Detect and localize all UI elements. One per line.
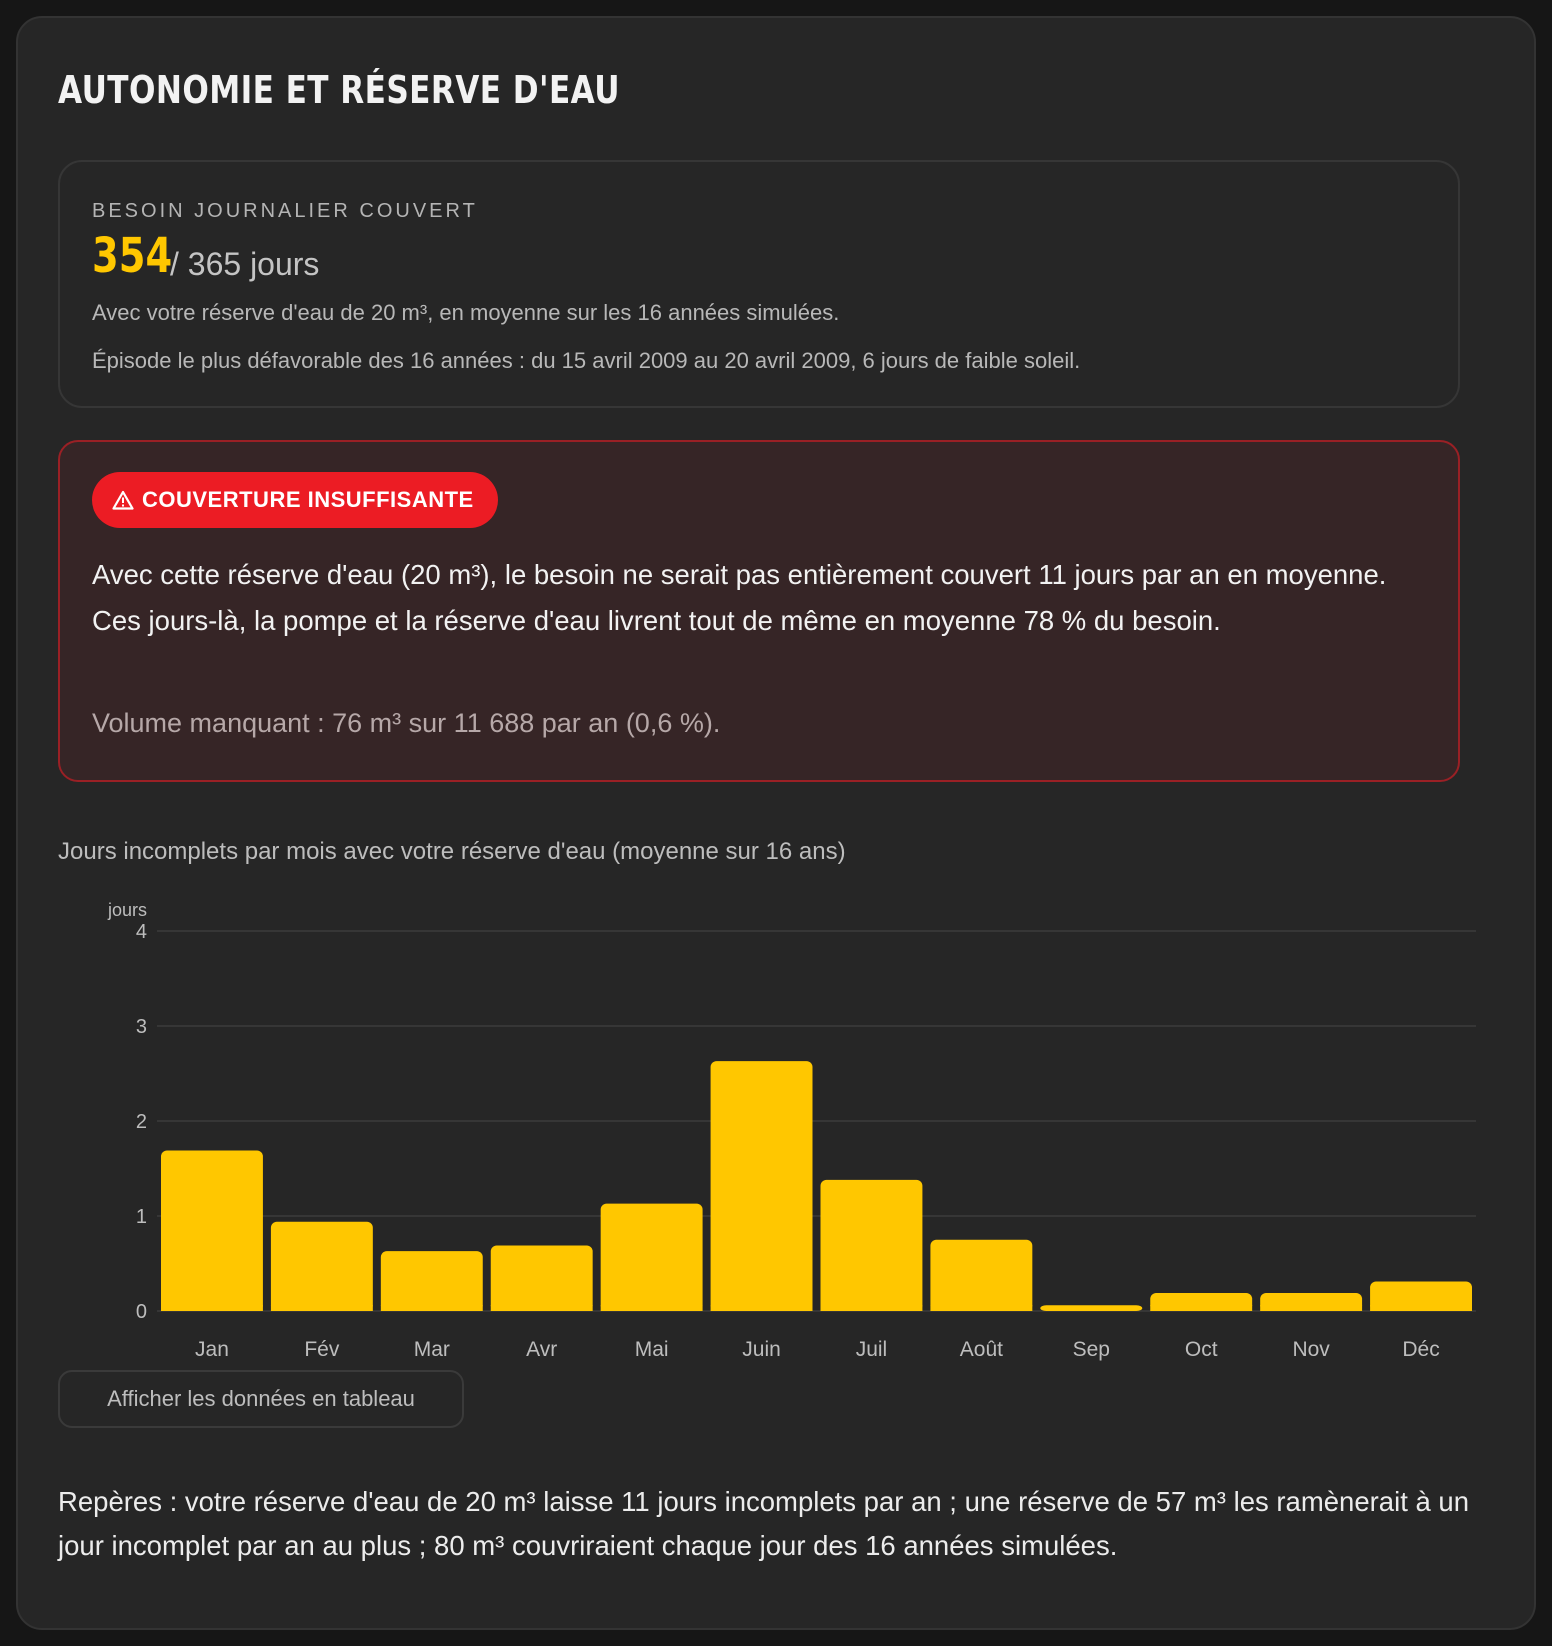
bar-jan: [161, 1150, 263, 1311]
benchmarks-text: Repères : votre réserve d'eau de 20 m³ laisse 11 jours incomplets par an ; une réserve de 57 m³ les ramènerait à un jour incomplet par an au plus ; 80 m³ couvriraient chaque jour des 16 années simulées.: [58, 1486, 1469, 1561]
bar-sep: [1040, 1305, 1142, 1311]
status-badge-label: COUVERTURE INSUFFISANTE: [142, 487, 474, 512]
bar-base: [1370, 1305, 1472, 1311]
x-tick-label: Jan: [195, 1338, 229, 1361]
x-tick-label: Oct: [1184, 1338, 1218, 1361]
x-tick-label: Nov: [1292, 1338, 1330, 1361]
bar-base: [271, 1305, 373, 1311]
x-tick-label: Juin: [742, 1338, 781, 1361]
worst-episode: Épisode le plus défavorable des 16 années : du 15 avril 2009 au 20 avril 2009, 6 jours de faible soleil.: [92, 348, 1081, 373]
x-tick-label: Fév: [304, 1338, 340, 1361]
bar-avr: [491, 1245, 593, 1311]
summary-label: BESOIN JOURNALIER COUVERT: [92, 200, 478, 222]
bar-base: [1260, 1305, 1362, 1311]
y-tick-label: 4: [135, 921, 147, 943]
y-tick-label: 0: [135, 1301, 147, 1323]
bar-base: [381, 1305, 483, 1311]
x-tick-label: Déc: [1402, 1338, 1440, 1361]
y-tick-label: 1: [135, 1206, 147, 1228]
show-table-button[interactable]: Afficher les données en tableau: [58, 1370, 464, 1428]
page-title: AUTONOMIE ET RÉSERVE D'EAU: [58, 68, 620, 112]
bar-base: [930, 1305, 1032, 1311]
y-tick-label: 3: [135, 1016, 147, 1038]
x-tick-label: Mar: [413, 1338, 450, 1361]
bar-base: [821, 1305, 923, 1311]
missing-volume: Volume manquant : 76 m³ sur 11 688 par an (0,6 %).: [92, 708, 721, 738]
bar-mai: [601, 1204, 703, 1311]
chart-title: Jours incomplets par mois avec votre réserve d'eau (moyenne sur 16 ans): [58, 838, 846, 865]
x-tick-label: Avr: [526, 1338, 558, 1361]
x-tick-label: Juil: [855, 1338, 888, 1361]
bar-juil: [821, 1180, 923, 1311]
bar-base: [161, 1305, 263, 1311]
bar-base: [711, 1305, 813, 1311]
y-tick-label: 2: [135, 1111, 147, 1133]
covered-days-value: 354: [92, 228, 173, 284]
x-tick-label: Août: [959, 1338, 1003, 1361]
x-tick-label: Mai: [634, 1338, 669, 1361]
x-tick-label: Sep: [1072, 1338, 1110, 1361]
y-axis-label: jours: [107, 900, 147, 920]
bar-juin: [711, 1061, 813, 1311]
total-days: / 365 jours: [170, 246, 320, 282]
bar-fév: [271, 1222, 373, 1311]
bar-août: [930, 1240, 1032, 1311]
summary-description: Avec votre réserve d'eau de 20 m³, en moyenne sur les 16 années simulées.: [92, 300, 840, 325]
bar-base: [1150, 1305, 1252, 1311]
bar-mar: [381, 1251, 483, 1311]
bar-base: [491, 1305, 593, 1311]
alert-message: Avec cette réserve d'eau (20 m³), le besoin ne serait pas entièrement couvert 11 jours par an en moyenne. Ces jours-là, la pompe et la réserve d'eau livrent tout de même en moyenne 78 % du besoin.: [92, 559, 1387, 636]
bar-base: [601, 1305, 703, 1311]
